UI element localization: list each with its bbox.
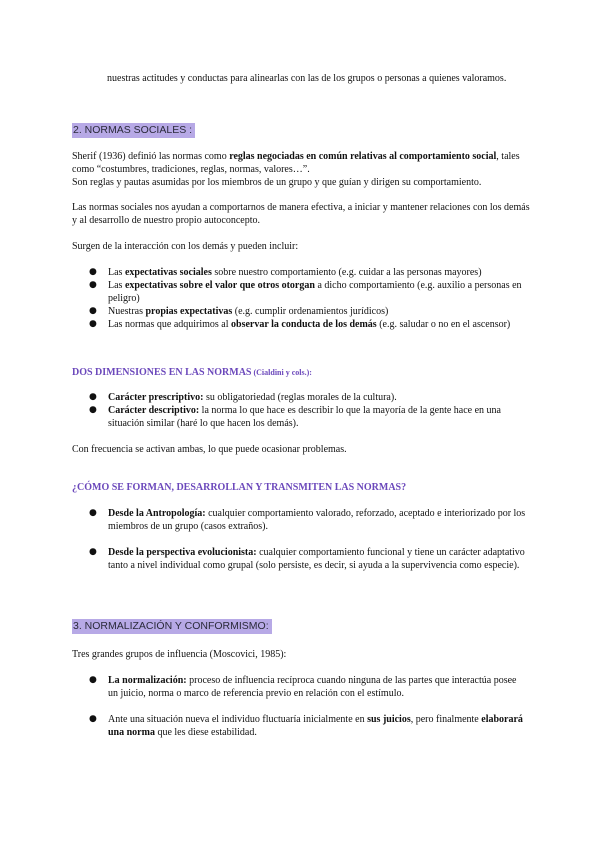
list-item: ● Carácter descriptivo: la norma lo que hace es describir lo que la mayoría de la gente hace en una situación similar (haré lo que hacen los demás). xyxy=(89,405,501,429)
list-item: ● Carácter prescriptivo: su obligatoriedad (reglas morales de la cultura). xyxy=(89,392,397,403)
list-formacion xyxy=(88,507,528,572)
section-heading-normalizacion xyxy=(72,619,532,634)
bullet-icon: ● xyxy=(89,280,97,290)
bullet-icon: ● xyxy=(89,392,97,402)
paragraph-surgen: Surgen de la interacción con los demás y pueden incluir: xyxy=(72,241,299,252)
bullet-icon: ● xyxy=(89,675,97,685)
list-item: ● Las normas que adquirimos al observar la conducta de los demás (e.g. saludar o no en el ascensor) xyxy=(89,319,511,330)
list-expectativas xyxy=(88,266,528,331)
list-normalizacion xyxy=(88,674,528,739)
list-item: ● Las expectativas sociales sobre nuestro comportamiento (e.g. cuidar a las personas mayores) xyxy=(89,267,482,278)
list-item: ● Nuestras propias expectativas (e.g. cumplir ordenamientos jurídicos) xyxy=(89,306,389,317)
paragraph-normas-ayudan: Las normas sociales nos ayudan a comportarnos de manera efectiva, a iniciar y mantener relaciones con los demás y al desarrollo de nuestro propio autoconcepto. xyxy=(72,202,530,226)
bullet-icon: ● xyxy=(89,267,97,277)
list-item: ● La normalización: proceso de influencia recíproca cuando ninguna de las partes que interactúa posee un juicio, norma o marco de referencia previo en relación con el estímulo. xyxy=(89,675,517,699)
bullet-icon: ● xyxy=(89,547,97,557)
paragraph-tres-grupos: Tres grandes grupos de influencia (Moscovici, 1985): xyxy=(72,649,287,660)
heading-highlight: 2. NORMAS SOCIALES : xyxy=(72,123,195,138)
bullet-icon: ● xyxy=(89,319,97,329)
bullet-icon: ● xyxy=(89,508,97,518)
heading-dos-dimensiones: DOS DIMENSIONES EN LAS NORMAS (Cialdini y cols.): xyxy=(72,367,312,378)
section-heading-normas-sociales xyxy=(72,123,532,138)
paragraph-sherif: Sherif (1936) definió las normas como reglas negociadas en común relativas al comportamiento social, tales como “costumbres, tradiciones, reglas, normas, valores…”. Son reglas y pautas asumidas por los miembros de un grupo y que guían y dirigen su comportamiento. xyxy=(72,151,520,188)
bold-text: reglas negociadas en común relativas al comportamiento social xyxy=(229,151,497,162)
heading-como-se-forman: ¿CÓMO SE FORMAN, DESARROLLAN Y TRANSMITEN LAS NORMAS? xyxy=(72,482,407,493)
list-item: ● Desde la perspectiva evolucionista: cualquier comportamiento funcional y tiene un carácter adaptativo tanto a nivel individual como grupal (solo persiste, es decir, si ayuda a la supervivencia como especie). xyxy=(89,547,525,571)
bullet-icon: ● xyxy=(89,405,97,415)
intro-continuation: nuestras actitudes y conductas para alinearlas con las de los grupos o personas a quienes valoramos. xyxy=(107,73,507,84)
list-item: ● Desde la Antropología: cualquier comportamiento valorado, reforzado, aceptado e interiorizado por los miembros de un grupo (casos extraños). xyxy=(89,508,526,532)
bullet-icon: ● xyxy=(89,714,97,724)
list-dimensiones xyxy=(88,391,528,430)
list-item: ● Ante una situación nueva el individuo fluctuaría inicialmente en sus juicios, pero finalmente elaborará una norma que les diese estabilidad. xyxy=(89,714,523,738)
bullet-icon: ● xyxy=(89,306,97,316)
heading-highlight: 3. NORMALIZACIÓN Y CONFORMISMO: xyxy=(72,619,272,634)
list-item: ● Las expectativas sobre el valor que otros otorgan a dicho comportamiento (e.g. auxilio a personas en peligro) xyxy=(89,280,522,304)
paragraph-con-frecuencia: Con frecuencia se activan ambas, lo que puede ocasionar problemas. xyxy=(72,444,347,455)
